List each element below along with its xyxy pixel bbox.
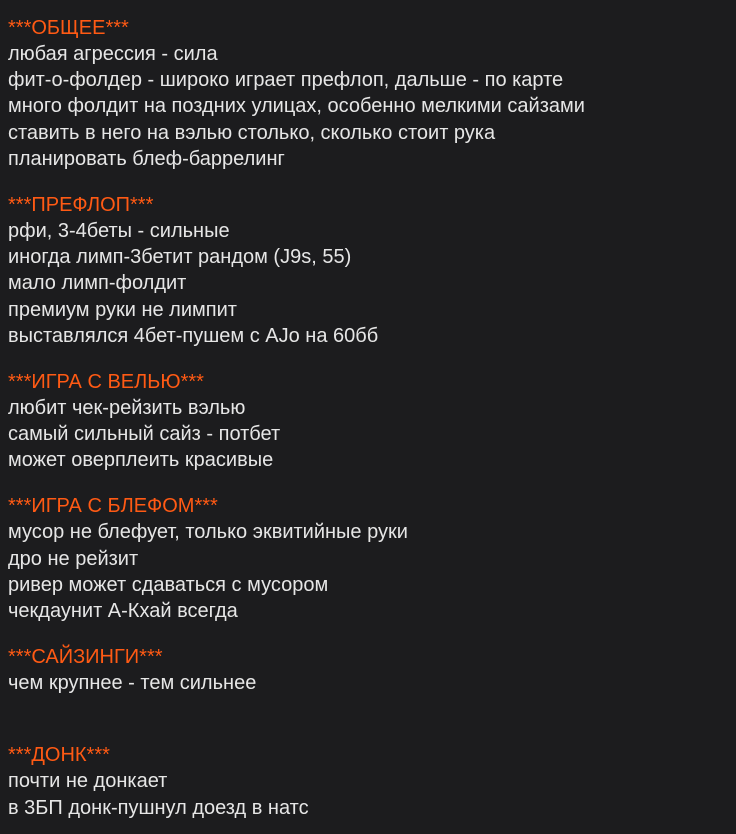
section-heading: ***САЙЗИНГИ*** bbox=[8, 646, 163, 669]
note-line: почти не донкает bbox=[8, 770, 168, 793]
note-line: дро не рейзит bbox=[8, 547, 139, 570]
section-heading: ***ПРЕФЛОП*** bbox=[8, 193, 154, 216]
note-line: чем крупнее - тем сильнее bbox=[8, 672, 257, 695]
note-line: в 3БП донк-пушнул доезд в натс bbox=[8, 796, 309, 819]
note-line: мало лимп-фолдит bbox=[8, 272, 187, 295]
section-spacer bbox=[8, 473, 736, 493]
section-spacer bbox=[8, 349, 736, 369]
section-general bbox=[8, 15, 736, 172]
note-line: премиум руки не лимпит bbox=[8, 298, 237, 321]
note-line: выставлялся 4бет-пушем с AJo на 60бб bbox=[8, 324, 379, 347]
note-line: ставить в него на вэлью столько, сколько стоит рука bbox=[8, 121, 496, 144]
note-line: может оверплеить красивые bbox=[8, 449, 274, 472]
section-heading: ***ИГРА С ВЕЛЬЮ*** bbox=[8, 370, 204, 393]
note-line: чекдаунит А-Кхай всегда bbox=[8, 600, 238, 622]
section-spacer bbox=[8, 624, 736, 644]
note-line: самый сильный сайз - потбет bbox=[8, 423, 281, 446]
note-line: ривер может сдаваться с мусором bbox=[8, 573, 329, 596]
section-heading: ***ДОНК*** bbox=[8, 744, 110, 767]
section-bluff-play bbox=[8, 493, 736, 624]
note-line: любит чек-рейзить вэлью bbox=[8, 396, 246, 419]
note-line: планировать блеф-баррелинг bbox=[8, 147, 285, 170]
section-heading: ***ОБЩЕЕ*** bbox=[8, 17, 129, 39]
section-preflop bbox=[8, 192, 736, 349]
section-spacer bbox=[8, 696, 736, 742]
note-line: любая агрессия - сила bbox=[8, 43, 218, 65]
note-line: много фолдит на поздних улицах, особенно мелкими сайзами bbox=[8, 95, 585, 118]
note-line: мусор не блефует, только эквитийные руки bbox=[8, 521, 408, 544]
section-donk bbox=[8, 742, 736, 820]
note-line: рфи, 3-4беты - сильные bbox=[8, 219, 230, 242]
section-sizings bbox=[8, 644, 736, 696]
section-heading: ***ИГРА С БЛЕФОМ*** bbox=[8, 495, 218, 518]
section-value-play bbox=[8, 369, 736, 474]
note-line: иногда лимп-3бетит рандом (J9s, 55) bbox=[8, 246, 352, 269]
note-line: фит-о-фолдер - широко играет префлоп, дальше - по карте bbox=[8, 69, 564, 92]
section-spacer bbox=[8, 172, 736, 192]
